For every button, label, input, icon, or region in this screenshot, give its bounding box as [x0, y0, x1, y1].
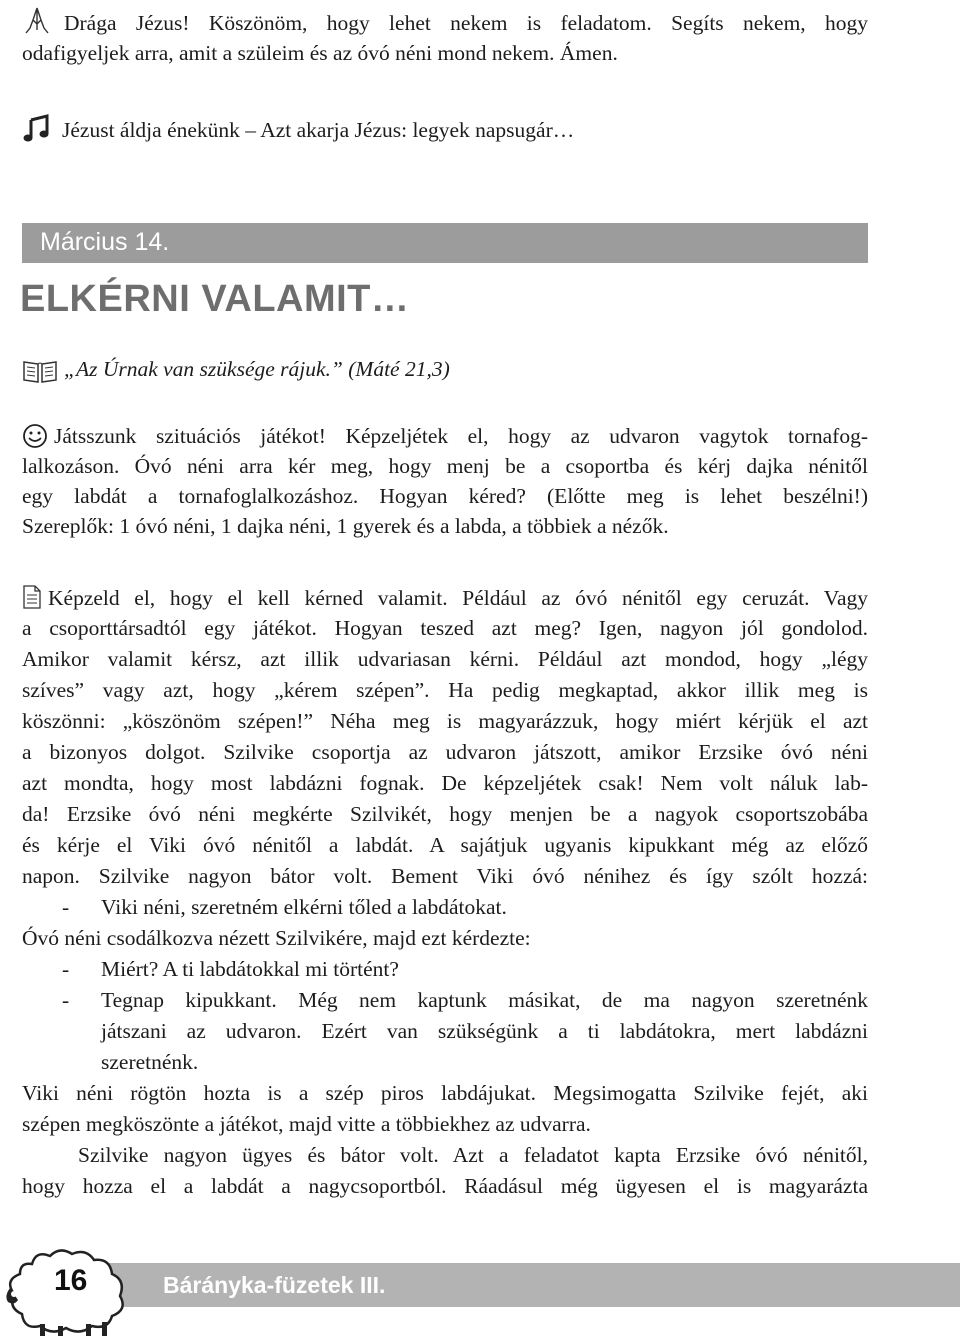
bible-verse [64, 354, 910, 384]
narration-line: Óvó néni csodálkozva nézett Szilvikére, majd ezt kérdezte: [22, 926, 531, 950]
dialogue-dash-3: - [62, 988, 70, 1012]
dialogue-line-3a: Tegnap kipukkant. Még nem kaptunk másikat, de ma nagyon szeretnénk [101, 988, 868, 1012]
notepad-icon [22, 585, 42, 609]
dialogue-line-3b: játszani az udvaron. Ezért van szükségünk a ti labdátokra, mert labdázni [101, 1019, 868, 1043]
ending-line-2: szépen megköszönte a játékot, majd vitte a többiekhez az udvarra. [22, 1112, 591, 1136]
dialogue-line-3c: szeretnénk. [101, 1050, 199, 1074]
game-line-2: lalkozáson. Óvó néni arra kér meg, hogy menj be a csoportba és kérj dajka nénitől [22, 454, 868, 478]
prayer-line-1: Drága Jézus! Köszönöm, hogy lehet nekem is feladatom. Segíts nekem, hogy [64, 11, 868, 35]
story-line-8: da! Erzsike óvó néni megkérte Szilvikét, hogy menjen be a nagyok csoportszobába [22, 802, 868, 826]
story-line-10: napon. Szilvike nagyon bátor volt. Bement Viki óvó nénihez és így szólt hozzá: [22, 864, 868, 888]
story-line-1: Képzeld el, hogy el kell kérned valamit. Például az óvó nénitől egy ceruzát. Vagy [48, 586, 868, 610]
music-note-icon [22, 114, 52, 144]
story-line-6: a bizonyos dolgot. Szilvike csoportja az udvaron játszott, amikor Erzsike óvó néni [22, 740, 868, 764]
story-line-5: köszönni: „köszönöm szépen!” Néha meg is magyarázzuk, hogy miért kérjük el azt [22, 709, 868, 733]
dialogue-dash-2: - [62, 957, 70, 981]
dialogue-line-2: Miért? A ti labdátokkal mi történt? [101, 957, 399, 981]
song-line: Jézust áldja énekünk – Azt akarja Jézus: legyek napsugár… [62, 118, 575, 142]
game-line-3: egy labdát a tornafoglalkozáshoz. Hogyan kéred? (Előtte meg is lehet beszélni!) [22, 484, 868, 508]
prayer-line-2: odafigyeljek arra, amit a szüleim és az óvó néni mond nekem. Ámen. [22, 41, 618, 65]
ending-line-3: Szilvike nagyon ügyes és bátor volt. Azt a feladatot kapta Erzsike óvó nénitől, [78, 1143, 868, 1167]
ending-line-4: hogy hozza el a labdát a nagycsoportból. Ráadásul még ügyesen el is magyarázta [22, 1174, 868, 1198]
praying-hands-icon [22, 6, 52, 36]
story-line-3: Amikor valamit kérsz, azt illik udvariasan kérni. Például azt mondod, hogy „légy [22, 647, 868, 671]
date-banner [22, 223, 868, 263]
dialogue-line-1: Viki néni, szeretném elkérni tőled a labdátokat. [101, 895, 507, 919]
date-label: Március 14. [40, 228, 170, 256]
story-line-2: a csoporttársadtól egy játékot. Hogyan teszed azt meg? Igen, nagyon jól gondolod. [22, 616, 868, 640]
game-line-4: Szereplők: 1 óvó néni, 1 dajka néni, 1 gyerek és a labda, a többiek a nézők. [22, 514, 669, 538]
series-title: Bárányka-füzetek III. [163, 1272, 386, 1298]
game-line-1: Játsszunk szituációs játékot! Képzeljétek el, hogy az udvaron vagytok tornafog- [54, 424, 868, 448]
verse-reference: (Máté 21,3) [348, 357, 450, 381]
smiley-icon [22, 423, 48, 449]
open-book-icon [22, 358, 58, 384]
page-number: 16 [54, 1264, 88, 1297]
ending-line-1: Viki néni rögtön hozta is a szép piros labdájukat. Megsimogatta Szilvike fejét, aki [22, 1081, 868, 1105]
verse-quote: „Az Úrnak van szüksége rájuk.” [64, 357, 343, 381]
story-line-9: és kérje el Viki óvó nénitől a labdát. A sajátjuk ugyanis kipukkant még az előző [22, 833, 868, 857]
page-title: ELKÉRNI VALAMIT… [20, 278, 410, 320]
story-line-7: azt mondta, hogy most labdázni fognak. De képzeljétek csak! Nem volt náluk lab- [22, 771, 868, 795]
dialogue-dash-1: - [62, 895, 70, 919]
story-line-4: szíves” vagy azt, hogy „kérem szépen”. Ha pedig megkaptad, akkor illik meg is [22, 678, 868, 702]
